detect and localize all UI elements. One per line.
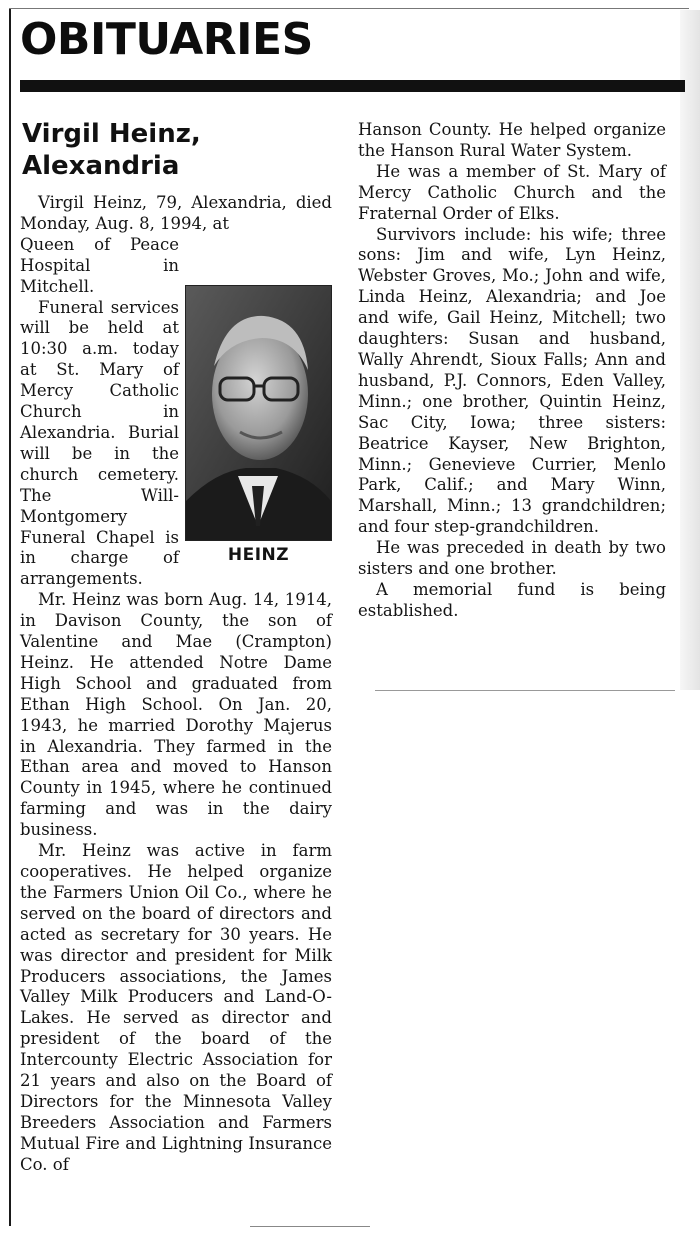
article-column-right [358, 120, 666, 622]
lead-paragraph-start: Virgil Heinz, 79, Alexandria, died Monday, Aug. 8, 1994, at [20, 193, 332, 233]
memorial-paragraph: A memorial fund is being established. [358, 579, 666, 620]
headline-place: Alexandria [22, 151, 180, 181]
preceded-paragraph: He was preceded in death by two sisters and one brother. [358, 538, 666, 579]
article-column-left [20, 193, 332, 1176]
funeral-paragraph: Funeral services will be held at 10:30 a.m. today at St. Mary of Mercy Catholic Church in Alexandria. Burial will be in the church cemetery. The Will-Montgomery Funeral Chapel is in charge of arrangements. [20, 297, 179, 589]
portrait-figure [185, 285, 332, 565]
survivors-paragraph: Survivors include: his wife; three sons: Jim and wife, Lyn Heinz, Webster Groves, Mo.; John and wife, Linda Heinz, Alexandria; and Joe and wife, Gail Heinz, Mitchell; two daughters: Susan and husband, Wally Ahrendt, Sioux Falls; Ann and husband, P.J. Connors, Eden Valley, Minn.; one brother, Quintin Heinz, Sac City, Iowa; three sisters: Beatrice Kayser, New Brighton, Minn.; Genevieve Currier, Menlo Park, Calif.; and Mary Winn, Marshall, Minn.; 13 grandchildren; and four step-grandchildren. [358, 224, 666, 537]
section-title: OBITUARIES [20, 14, 313, 65]
section-rule [20, 80, 685, 92]
headline-name: Virgil Heinz, [22, 119, 201, 149]
page-border [9, 8, 11, 1226]
end-rule [375, 690, 675, 691]
lead-paragraph-end: Queen of Peace Hospital in Mitchell. [20, 234, 179, 296]
portrait-photo [185, 285, 332, 541]
continuation-paragraph: Hanson County. He helped organize the Hanson Rural Water System. [358, 120, 666, 160]
adjacent-page-edge [680, 10, 700, 690]
cooperatives-paragraph: Mr. Heinz was active in farm cooperatives. He helped organize the Farmers Union Oil Co., where he served on the board of directors and acted as secretary for 30 years. He was director and president for Milk Producers associations, the James Valley Milk Producers and Land-O-Lakes. He served as director and president of the board of the Intercounty Electric Association for 21 years and also on the Board of Directors for the Minnesota Valley Breeders Association and Farmers Mutual Fire and Lightning Insurance Co. of [20, 841, 332, 1174]
obituary-headline [22, 118, 342, 182]
membership-paragraph: He was a member of St. Mary of Mercy Catholic Church and the Fraternal Order of Elks. [358, 161, 666, 223]
photo-caption: HEINZ [227, 544, 290, 565]
page-top-edge [9, 8, 689, 9]
biography-paragraph: Mr. Heinz was born Aug. 14, 1914, in Davison County, the son of Valentine and Mae (Crampton) Heinz. He attended Notre Dame High School and graduated from Ethan High School. On Jan. 20, 1943, he married Dorothy Majerus in Alexandria. They farmed in the Ethan area and moved to Hanson County in 1945, where he continued farming and was in the dairy business. [20, 590, 332, 840]
bottom-rule [250, 1226, 370, 1227]
